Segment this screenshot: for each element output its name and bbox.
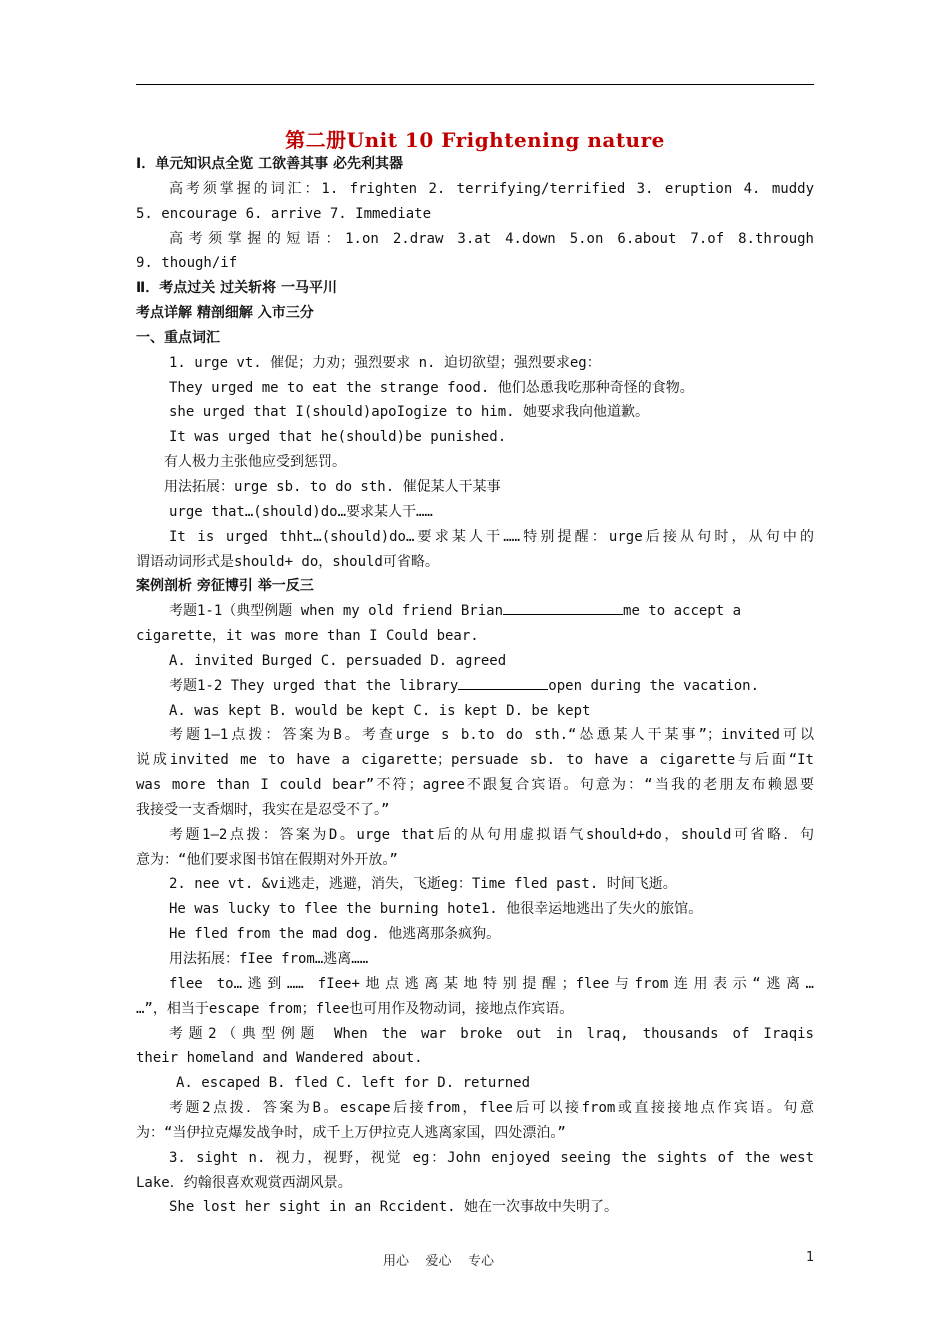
document-body	[136, 152, 814, 1220]
text-line: 9. though/if	[136, 255, 238, 272]
section-heading-2: Ⅱ．考点过关 过关斩将 一马平川	[136, 280, 337, 297]
text-line: …”，相当于escape from；flee也可用作及物动词，接地点作宾语。	[136, 1000, 574, 1017]
text-line: their homeland and Wandered about.	[136, 1050, 423, 1067]
text-line: He fled from the mad dog. 他逃离那条疯狗。	[169, 926, 501, 943]
subsection-heading: 考点详解 精剖细解 入市三分	[136, 305, 314, 322]
options-line: A. invited Burged C. persuaded D. agreed	[169, 652, 507, 669]
text-line: 1. urge vt. 催促；力劝；强烈要求 n. 迫切欲望；强烈要求eg：	[169, 354, 601, 371]
text-line: They urged me to eat the strange food. 他们怂恿我吃那种奇怪的食物。	[169, 379, 694, 396]
question-text: open during the vacation.	[548, 677, 760, 694]
text-line: 用法拓展：fIee from…逃离……	[169, 951, 369, 967]
text-line: 谓语动词形式是should+ do，should可省略。	[136, 553, 439, 570]
options-line: A. was kept B. would be kept C. is kept D. be kept	[169, 702, 591, 719]
text-line: 高考须掌握的短语：1.on 2.draw 3.at 4.down 5.on 6.about 7.of 8.through	[169, 230, 814, 247]
text-line: 5. encourage 6. arrive 7. Immediate	[136, 205, 432, 222]
question-line	[136, 674, 814, 699]
answer-blank	[503, 600, 623, 615]
text-line: 3. sight n. 视力，视野，视觉 eg：John enjoyed seeing the sights of the west	[169, 1149, 814, 1166]
subsection-heading: 案例剖析 旁征博引 举一反三	[136, 578, 314, 595]
section-heading-1: I．单元知识点全览 工欲善其事 必先利其器	[136, 156, 403, 172]
text-line: 有人极力主张他应受到惩罚。	[164, 454, 346, 471]
question-text: 考题1-2 They urged that the library	[169, 677, 459, 694]
text-line: urge that…(should)do…要求某人干……	[169, 503, 433, 520]
text-line: 意为：“他们要求图书馆在假期对外开放。”	[136, 851, 398, 868]
text-line: 用法拓展：urge sb. to do sth. 催促某人干某事	[164, 478, 501, 495]
question-line	[136, 599, 814, 624]
document-title: 第二册Unit 10 Frightening nature	[285, 128, 665, 152]
text-line: It was urged that he(should)be punished.	[169, 429, 507, 446]
text-line: He was lucky to flee the burning hote1. 他很幸运地逃出了失火的旅馆。	[169, 901, 703, 918]
question-text: 考题1-1（典型例题 when my old friend Brian	[169, 603, 504, 620]
text-line: 考题1—2点拨：答案为D。urge that后的从句用虚拟语气should+do，should可省略．句	[169, 826, 814, 843]
text-line: cigarette，it was more than I Could bear.	[136, 628, 479, 645]
text-line: was more than I could bear”不符；agree不跟复合宾语。句意为：“当我的老朋友布赖恩要	[136, 777, 814, 794]
text-line: Lake．约翰很喜欢观赏西湖风景。	[136, 1174, 352, 1191]
page-footer	[0, 1250, 950, 1269]
text-line: 我接受一支香烟时，我实在是忍受不了。”	[136, 801, 390, 818]
text-line: she urged that I(should)apoIogize to him. 她要求我向他道歉。	[169, 404, 650, 421]
answer-blank	[458, 675, 548, 690]
options-line: A. escaped B. fled C. left for D. returned	[176, 1075, 531, 1092]
text-line: She lost her sight in an Rccident. 她在一次事故中失明了。	[169, 1199, 619, 1216]
text-line: 考题1—1点拨：答案为B。考查urge s b.to do sth.“怂恿某人干某事”；invited可以	[169, 727, 814, 744]
text-line: 说成invited me to have a cigarette；persuade sb. to have a cigarette与后面“It	[136, 752, 814, 769]
text-line: 为：“当伊拉克爆发战争时，成千上万伊拉克人逃离家国，四处漂泊。”	[136, 1124, 566, 1141]
text-line: 高考须掌握的词汇：1. frighten 2. terrifying/terrified 3. eruption 4. muddy	[169, 180, 814, 197]
text-line: flee to…逃到…… fIee+地点逃离某地特别提醒；flee与from连用表示“逃离…	[169, 975, 814, 992]
subsection-heading: 一、重点词汇	[136, 329, 220, 346]
footer-motto: 用心 爱心 专心	[383, 1254, 495, 1269]
text-line: 2. nee vt. &vi逃走，逃避，消失，飞逝eg：Time fled past. 时间飞逝。	[169, 876, 677, 893]
page-number: 1	[806, 1250, 815, 1265]
text-line: It is urged thht…(should)do…要求某人干……特别提醒：urge后接从句时，从句中的	[169, 528, 814, 545]
question-text: me to accept a	[623, 603, 742, 620]
header-rule	[136, 84, 814, 85]
text-line: 考题2点拨．答案为B。escape后接from，flee后可以接from或直接接地点作宾语。句意	[169, 1100, 814, 1117]
text-line: 考题2（典型例题 When the war broke out in lraq, thousands of Iraqis	[169, 1025, 814, 1042]
